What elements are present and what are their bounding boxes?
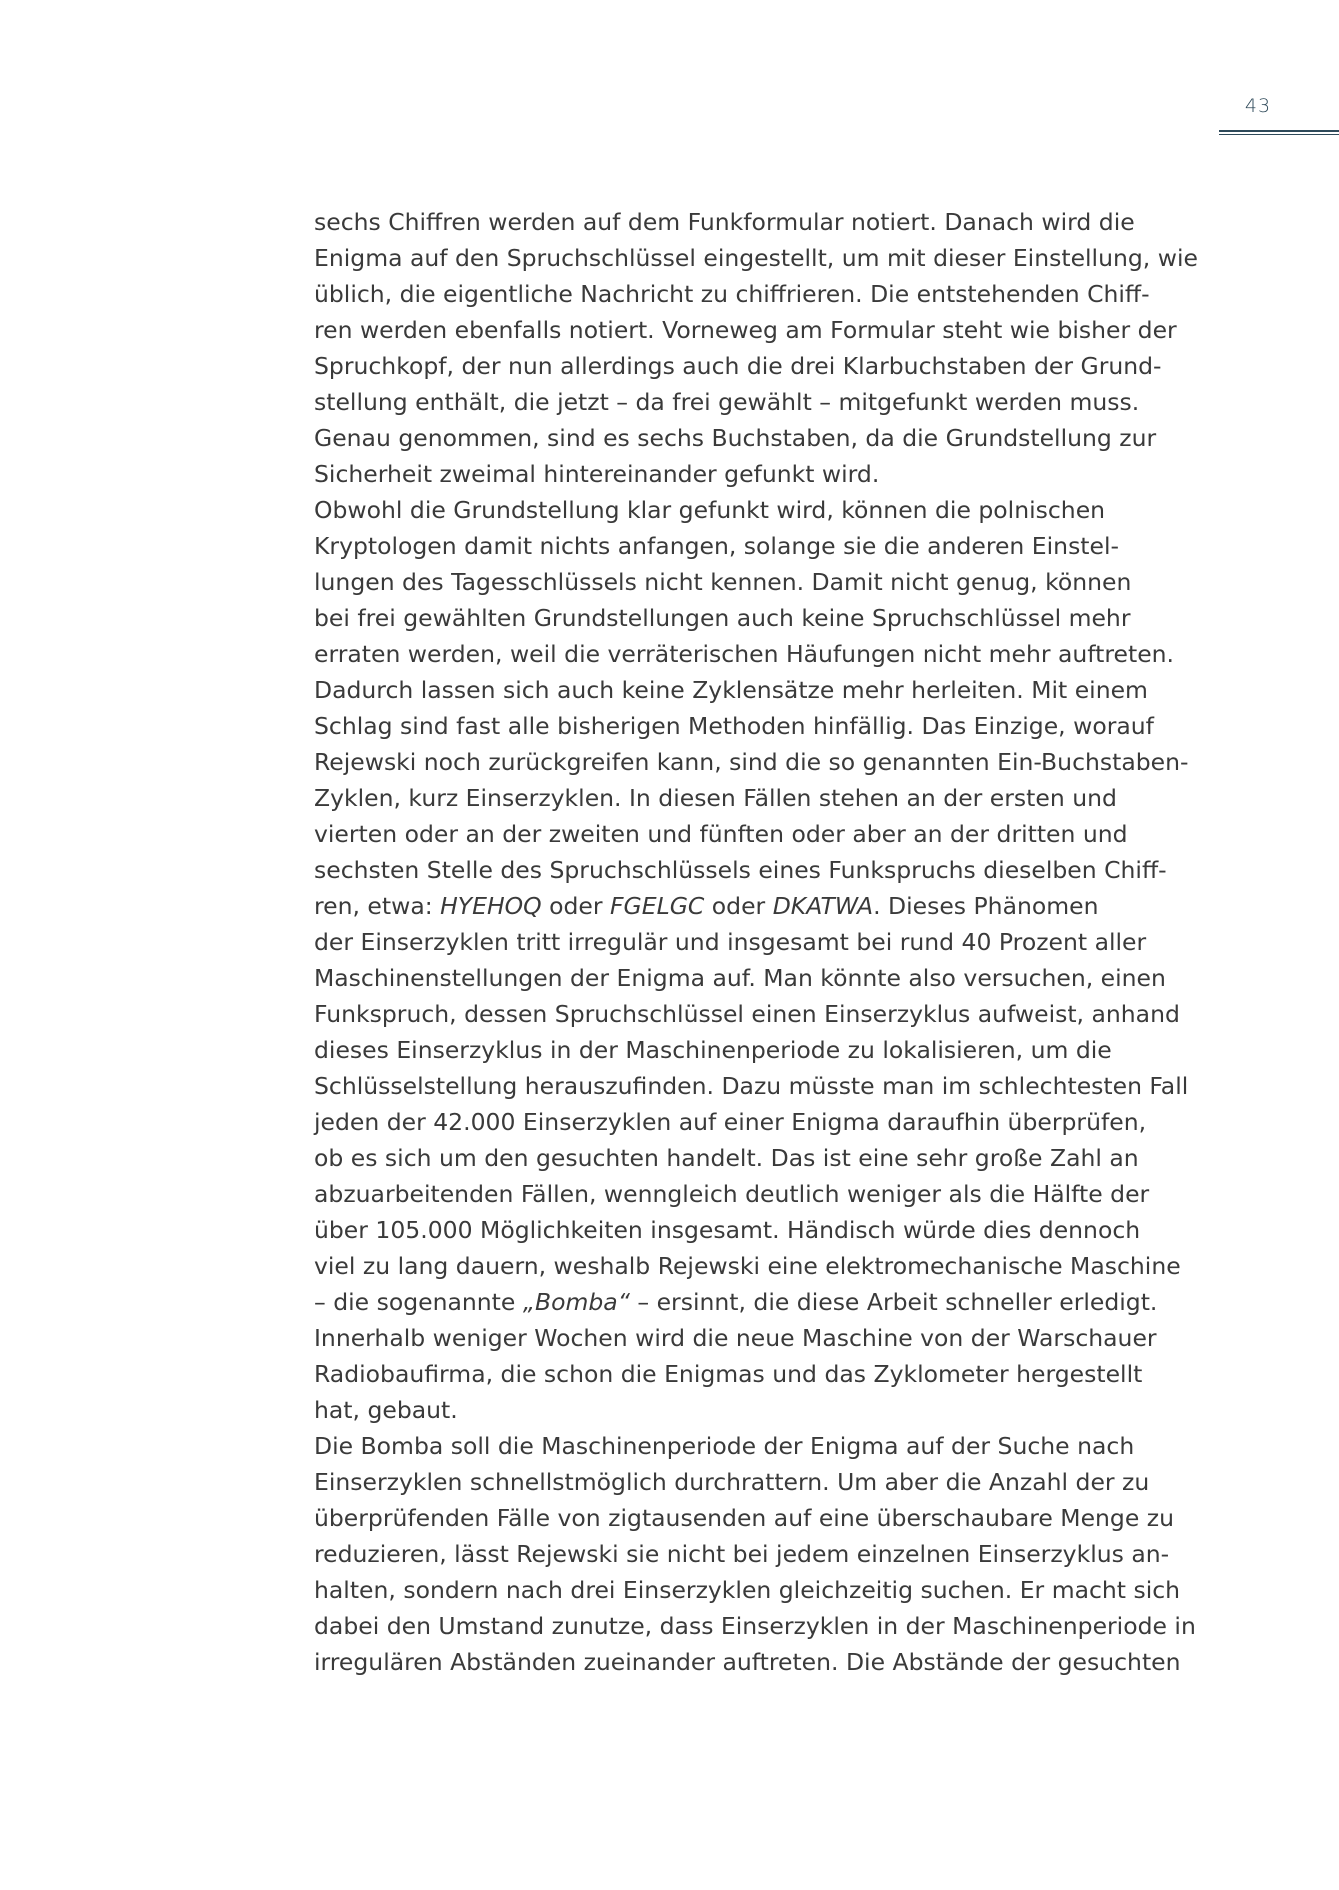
header-rule-thin	[1219, 134, 1339, 135]
text-line: Schlüsselstellung herauszufinden. Dazu müsste man im schlechtesten Fall	[314, 1072, 1189, 1100]
text-line: Genau genommen, sind es sechs Buchstaben, da die Grundstellung zur	[314, 424, 1157, 452]
text-line: Maschinenstellungen der Enigma auf. Man könnte also versuchen, einen	[314, 964, 1166, 992]
text-line: ren werden ebenfalls notiert. Vorneweg am Formular steht wie bisher der	[314, 316, 1177, 344]
text-line: üblich, die eigentliche Nachricht zu chiffrieren. Die entstehenden Chiff-	[314, 280, 1150, 308]
text-line: ob es sich um den gesuchten handelt. Das ist eine sehr große Zahl an	[314, 1144, 1139, 1172]
body-text	[314, 204, 1214, 1680]
text-line: Die Bomba soll die Maschinenperiode der Enigma auf der Suche nach	[314, 1432, 1135, 1460]
text-line: irregulären Abständen zueinander auftreten. Die Abstände der gesuchten	[314, 1648, 1181, 1676]
text-line: abzuarbeitenden Fällen, wenngleich deutlich weniger als die Hälfte der	[314, 1180, 1150, 1208]
text-line: sechsten Stelle des Spruchschlüssels eines Funkspruchs dieselben Chiff-	[314, 856, 1167, 884]
cipher-example: FGELGC	[610, 892, 705, 920]
text-line: jeden der 42.000 Einserzyklen auf einer Enigma daraufhin überprüfen,	[314, 1108, 1147, 1136]
cipher-example: HYEHOQ	[440, 892, 542, 920]
text-fragment: . Dieses Phänomen	[873, 892, 1099, 920]
text-line: überprüfenden Fälle von zigtausenden auf eine überschaubare Menge zu	[314, 1504, 1175, 1532]
cipher-example: DKATWA	[772, 892, 874, 920]
text-line: Dadurch lassen sich auch keine Zyklensätze mehr herleiten. Mit einem	[314, 676, 1148, 704]
text-line: dabei den Umstand zunutze, dass Einserzyklen in der Maschinenperiode in	[314, 1612, 1196, 1640]
text-fragment: – ersinnt, die diese Arbeit schneller erledigt.	[629, 1288, 1158, 1316]
text-line: dieses Einserzyklus in der Maschinenperiode zu lokalisieren, um die	[314, 1036, 1112, 1064]
text-line: lungen des Tagesschlüssels nicht kennen. Damit nicht genug, können	[314, 568, 1132, 596]
text-line: hat, gebaut.	[314, 1396, 458, 1424]
header-rule	[1219, 130, 1339, 132]
text-line: Sicherheit zweimal hintereinander gefunkt wird.	[314, 460, 880, 488]
text-line: über 105.000 Möglichkeiten insgesamt. Händisch würde dies dennoch	[314, 1216, 1141, 1244]
text-line: Obwohl die Grundstellung klar gefunkt wird, können die polnischen	[314, 496, 1106, 524]
text-fragment: – die sogenannte	[314, 1288, 523, 1316]
text-line: viel zu lang dauern, weshalb Rejewski eine elektromechanische Maschine	[314, 1252, 1181, 1280]
text-line: bei frei gewählten Grundstellungen auch keine Spruchschlüssel mehr	[314, 604, 1131, 632]
text-line: Schlag sind fast alle bisherigen Methoden hinfällig. Das Einzige, worauf	[314, 712, 1154, 740]
text-fragment: ren, etwa:	[314, 892, 441, 920]
text-line: stellung enthält, die jetzt – da frei gewählt – mitgefunkt werden muss.	[314, 388, 1140, 416]
text-line: reduzieren, lässt Rejewski sie nicht bei jedem einzelnen Einserzyklus an-	[314, 1540, 1170, 1568]
text-line: erraten werden, weil die verräterischen Häufungen nicht mehr auftreten.	[314, 640, 1175, 668]
text-line: sechs Chiffren werden auf dem Funkformular notiert. Danach wird die	[314, 208, 1135, 236]
text-line: Kryptologen damit nichts anfangen, solange sie die anderen Einstel-	[314, 532, 1119, 560]
page-number: 43	[1244, 95, 1272, 117]
text-line: der Einserzyklen tritt irregulär und insgesamt bei rund 40 Prozent aller	[314, 928, 1147, 956]
bomba-term: „Bomba“	[522, 1288, 630, 1316]
text-line: Funkspruch, dessen Spruchschlüssel einen Einserzyklus aufweist, anhand	[314, 1000, 1180, 1028]
text-line-examples	[314, 888, 1214, 924]
text-line: Rejewski noch zurückgreifen kann, sind die so genannten Ein-Buchstaben-	[314, 748, 1189, 776]
text-line: halten, sondern nach drei Einserzyklen gleichzeitig suchen. Er macht sich	[314, 1576, 1181, 1604]
text-fragment: oder	[704, 892, 773, 920]
text-line: vierten oder an der zweiten und fünften oder aber an der dritten und	[314, 820, 1128, 848]
text-line: Einserzyklen schnellstmöglich durchrattern. Um aber die Anzahl der zu	[314, 1468, 1150, 1496]
text-line: Radiobaufirma, die schon die Enigmas und das Zyklometer hergestellt	[314, 1360, 1143, 1388]
text-line-bomba	[314, 1284, 1214, 1320]
text-line: Innerhalb weniger Wochen wird die neue Maschine von der Warschauer	[314, 1324, 1157, 1352]
text-fragment: oder	[541, 892, 611, 920]
text-line: Zyklen, kurz Einserzyklen. In diesen Fällen stehen an der ersten und	[314, 784, 1117, 812]
text-line: Enigma auf den Spruchschlüssel eingestellt, um mit dieser Einstellung, wie	[314, 244, 1198, 272]
text-line: Spruchkopf, der nun allerdings auch die drei Klarbuchstaben der Grund-	[314, 352, 1162, 380]
